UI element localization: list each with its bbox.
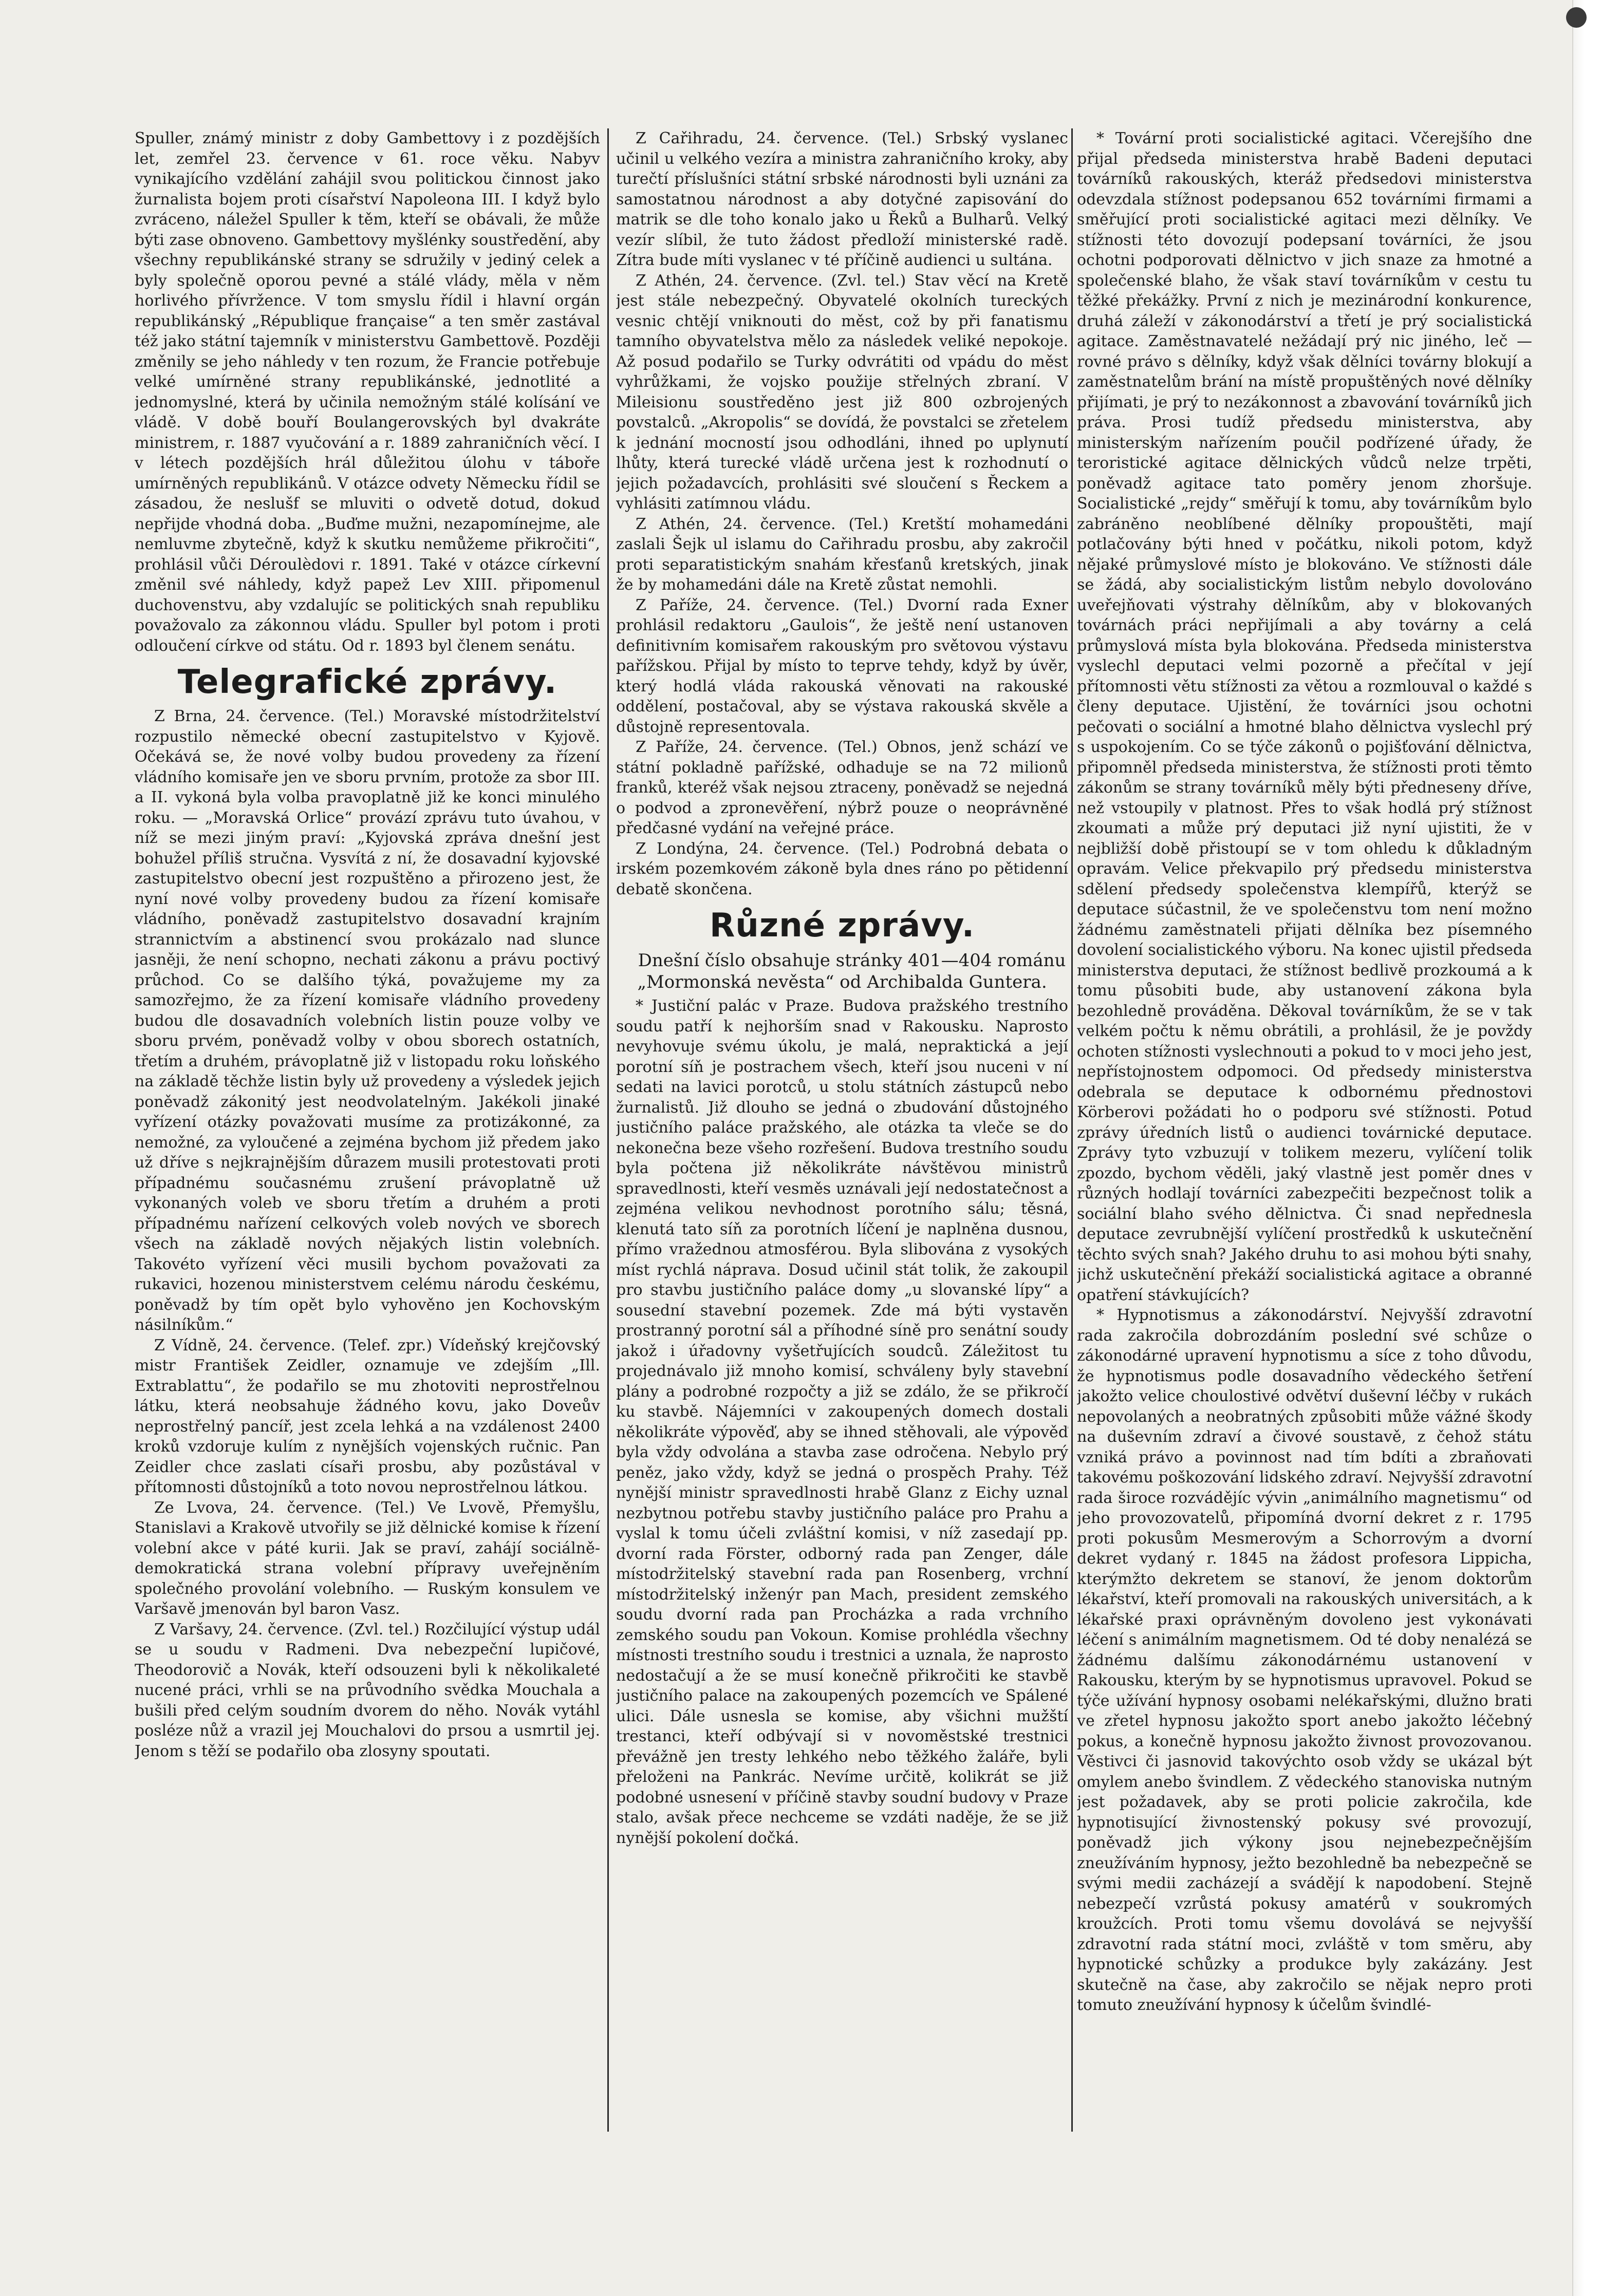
- article-warsaw: Z Varšavy, 24. července. (Zvl. tel.) Rozčilující výstup udál se u soudu v Radmeni. Dva nebezpeční lupičové, Theodorovič a Novák, kteří odsouzeni byli k několikaleté nucené práci, vrhli se na průvodního svědka Mouchala a bušili před celým soudním dvorem do něho. Novák vytáhl posléze nůž a vrazil jej Mouchalovi do prsou a usmrtil jej. Jenom s těží se podařilo oba zlosyny spoutati.: [135, 1620, 600, 1760]
- column-3: [1077, 128, 1532, 2132]
- article-spuller: Spuller, známý ministr z doby Gambettovy i z pozdějších let, zemřel 23. července v 61. roce věku. Nabyv vynikajícího vzdělání zahájil svou politickou činnost jako žurnalista bojem proti císařství Napoleona III. I když bylo zvráceno, náležel Spuller k těm, kteří se obávali, že může býti zase obnoveno. Gambettovy myšlénky soustředění, aby všechny republikánské strany se sdružily v jediný celek a byly společně oporou pevné a stálé vlády, měla v něm horlivého přívržence. V tom smyslu řídil i hlavní orgán republikánský „République française“ a ten směr zastával též jako státní tajemník v ministerstvu Gambettově. Později změnily se jeho náhledy v ten rozum, že Francie potřebuje velké umírněné strany republikánské, jednotlité a jednomyslné, která by učinila nemožným stálé kolísání ve vládě. V době bouří Boulangerovských byl dvakráte ministrem, r. 1887 vyučování a r. 1889 zahraničních věcí. I v létech pozdějších hrál důležitou úlohu v táboře umírněných republikánů. V otázce odvety Německu řídil se zásadou, že neslušf se mluviti o odvetě dotud, dokud nepřijde vhodná doba. „Buďme mužni, nezapomínejme, ale nemluvme zbytečně, když k skutku nemůžeme přikročiti“, prohlásil vůči Déroulèdovi r. 1891. Také v otázce církevní změnil své náhledy, když papež Lev XIII. připomenul duchovenstvu, aby vzdalujíc se politických snah republiku považovalo za zákonnou vládu. Spuller byl potom i proti odloučení církve od státu. Od r. 1893 byl členem senátu.: [135, 129, 600, 655]
- article-lvov: Ze Lvova, 24. července. (Tel.) Ve Lvově, Přemyšlu, Stanislavi a Krakově utvořily se již dělnické komise k řízení volební akce v páté kurii. Jak se praví, zahájí sociálně-demokratická strana volební přípravy uveřejněním společného provolání volebního. — Ruským konsulem ve Varšavě jmenován byl baron Vasz.: [135, 1498, 600, 1618]
- column-2: [616, 128, 1068, 2132]
- article-paris-2: Z Paříže, 24. července. (Tel.) Obnos, jenž schází ve státní pokladně pařížské, odhaduje se na 72 milionů franků, kteréž však nejsou ztraceny, poněvadž se nejedná o podvod a zpronevěření, nýbrž pouze o neoprávněné předčasné vydání na veřejné práce.: [616, 738, 1068, 837]
- article-justice-palace: * Justiční palác v Praze. Budova pražského trestního soudu patří k nejhorším snad v Rakousku. Naprosto nevyhovuje svému úkolu, je malá, nepraktická a její porotní síň je postrachem všech, kteří jsou nuceni v ní sedati na lavici porotců, u stolu státních zástupců nebo žurnalistů. Již dlouho se jedná o zbudování důstojného justičního paláce pražského, ale otázka ta vleče se do nekonečna beze všeho rozřešení. Budova trestního soudu byla počtena již několikráte návštěvou ministrů spravedlnosti, kteří vesměs uznávali její nedostatečnost a zejména velikou nevhodnost porotního sálu; těsná, klenutá tato síň za porotních líčení je naplněna dusnou, přímo vražednou atmosférou. Byla slibována z vysokých míst rychlá náprava. Dosud učinil stát tolik, že zakoupil pro stavbu justičního paláce domy „u slovanské lípy“ a sousední stavební pozemek. Zde má býti vystavěn prostranný porotní sál a příhodné síně pro senátní soudy jakož i úřadovny vyšetřujících soudců. Záležitost tu projednávalo již mnoho komisí, schváleny byly stavební plány a podrobné rozpočty a již se zdálo, že se přikročí ku stavbě. Nájemníci v zakoupených domech dostali několikráte výpověď, aby se ihned stěhovali, ale výpověď byla vždy odvolána a stavba zase odročena. Nebylo prý peněz, jako vždy, když se jedná o prospěch Prahy. Též nynější ministr spravedlnosti hrabě Glanz z Eichy uznal nezbytnou potřebu stavby justičního paláce pro Prahu a vyslal k tomu účeli zvláštní komisi, v níž zasedají pp. dvorní rada Förster, odborný rada pan Zenger, dále místodržitelský stavební rada pan Rosenberg, vrchní místodržitelský inženýr pan Mach, president zemského soudu dvorní rada pan Procházka a rada vrchního zemského soudu pan Vokoun. Komise prohlédla všechny místnosti trestního soudu i trestnici a uznala, že naprosto nedostačují a že se musí konečně přikročiti ke stavbě justičního palace na zakoupených pozemcích ve Spálené ulici. Dále usnesla se komise, aby všichni mužští trestanci, kteří odbývají si v novoměstské trestnici převážně jen tresty lehkého nebo těžkého žaláře, byli přeloženi na Pankrác. Nevíme určitě, kolikrát se již podobné usnesení v příčině stavby soudní budovy v Praze stalo, avšak přece nechceme se vzdáti naděje, že se již nynější pokolení dočká.: [616, 997, 1068, 1847]
- article-hypnotism: * Hypnotismus a zákonodárství. Nejvyšší zdravotní rada zakročila dobrozdáním poslední své schůze o zákonodárné upravení hypnotismu a síce z toho důvodu, že hypnotismus podle dosavadního vědeckého šetření jakožto velice choulostivé odvětví duševní léčby v rukách nepovolaných a neobratných způsobiti může vážné škody na duševním zdraví a čivové soustavě, z čehož státu vzniká právo a povinnost nad tím bdíti a zbraňovati takovému poškozování lidského zdraví. Nejvyšší zdravotní rada široce rozvádějíc vývin „animálního magnetismu“ od jeho provozovatelů, připomíná dvorní dekret z r. 1795 proti pokusům Mesmerovým a Schorrovým a dvorní dekret vydaný r. 1845 na žádost profesora Lippicha, kterýmžto dekretem se stanoví, že jenom doktorům lékařství, kteří promovali na rakouských universitách, a k lékařské praxi oprávněným dovoleno jest vykonávati léčení s animálním magnetismem. Od té doby nenalézá se žádnému dalšímu zákonodárnému ustanovení v Rakousku, kterým by se hypnotismus upravovel. Pokud se týče užívání hypnosy osobami nelékařskými, dlužno brati ve zřetel hypnosu jakožto sport anebo jakožto léčebný pokus, a konečně hypnosu jakožto živnost provozovanou. Věstivci či jasnovid takovýchto osob vždy se ukázal být omylem anebo švindlem. Z vědeckého stanoviska nutným jest požadavek, aby se proti policie zakročila, kde hypnotisující živnostenský pokusy své provozují, poněvadž jich výkony jsou nejnebezpečnějším zneužíváním hypnosy, ježto bezohledně ba nebezpečně se svými medii zacházejí a svádějí k napodobení. Stejně nebezpečí vzrůstá pokusy amatérů v soukromých kroužcích. Proti tomu všemu dovolává se nejvyšší zdravotní rada státní moci, zvláště v tom směru, aby hypnotické schůzky a produkce byly zakázány. Jest skutečně na čase, aby zakročilo se nějak nepro proti tomuto zneužívání hypnosy k účelům švindlé-: [1077, 1306, 1532, 2014]
- column-divider: [1071, 128, 1073, 2132]
- scan-margin: [1572, 0, 1601, 2296]
- article-constantinople: Z Cařihradu, 24. července. (Tel.) Srbský vyslanec učinil u velkého vezíra a ministra zahraničního kroky, aby turečtí příslušníci státní srbské národnosti byli uznáni za samostatnou národnost a aby dotyčné zapisování do matrik se dle toho konalo jako u Řeků a Bulharů. Velký vezír slíbil, že tuto žádost předloží ministerské radě. Zítra bude míti vyslanec v té příčině audienci u sultána.: [616, 129, 1068, 269]
- article-london: Z Londýna, 24. července. (Tel.) Podrobná debata o irském pozemkovém zákoně byla dnes ráno po pětidenní debatě skončena.: [616, 839, 1068, 898]
- article-brno: Z Brna, 24. července. (Tel.) Moravské místodržitelství rozpustilo německé obecní zastupitelstvo v Kyjově. Očekává se, že nové volby budou provedeny za řízení vládního komisaře jen ve sboru prvním, protože za sbor III. a II. vykoná byla volba pravoplatně již ke konci minulého roku. — „Moravská Orlice“ provází zprávu tuto úvahou, v níž se mezi jiným praví: „Kyjovská zpráva dnešní jest bohužel příliš stručna. Vysvítá z ní, že dosavadní kyjovské zastupitelstvo obecní jest rozpuštěno a přirozeno jest, že nyní nové volby provedeny budou za řízení komisaře vládního, poněvadž zastupitelstvo dosavadní krajním strannictvím a abstinencí svou prokázalo nad slunce jasněji, že není schopno, nechati zákonu a právu poctivý průchod. Co se dalšího týká, považujeme my za samozřejmo, že za řízení komisaře vládního provedeny budou dle dosavadních volebních listin pouze volby ve sboru prvém, poněvadž volby v obou sborech ostatních, třetím a druhém, právoplatně již v listopadu roku loňského na základě těchže listin byly už provedeny a výsledek jejich poněvadž zákonitý jest neodvolatelným. Jakékoli jinaké vyřízení otázky považovati musíme za protizákonné, za nemožné, za vyloučené a zejména bychom již předem jako už dříve s nejkrajnějším důrazem musili protestovati proti případnému současnému zrušení právoplatně už vykonaných voleb ve sboru třetím a druhém a proti případnému nařízení celkových voleb nových ve sborech všech na základě nových nějakých listin volebních. Takovéto vyřízení věci musili bychom považovati za rukavici, hozenou ministerstvem celému národu českému, poněvadž by tím opět bylo vyhověno jen Kochovským násilníkům.“: [135, 707, 600, 1334]
- section-title-telegraph: Telegrafické zprávy.: [177, 663, 557, 701]
- article-vienna: Z Vídně, 24. července. (Telef. zpr.) Vídeňský krejčovský mistr František Zeidler, oznamuje ve zdejším „Ill. Extrablattu“, že podařilo se mu zhotoviti neprostřelnou látku, která neobsahuje žádného kovu, jako Doveův neprostřelný pancíř, jest zcela lehká a na vzdálenost 2400 kroků vzdoruje kulím z nynějších vojenských ručnic. Pan Zeidler chce zaslati císaři prosbu, aby pozůstával v přítomnosti důstojníků a toto novou neprostřelnou látkou.: [135, 1336, 600, 1496]
- column-divider: [607, 128, 609, 2132]
- article-athens-1: Z Athén, 24. července. (Zvl. tel.) Stav věcí na Kretě jest stále nebezpečný. Obyvatelé okolních tureckých vesnic chtějí vniknouti do měst, což by při fanatismu tamního obyvatelstva mělo za následek veliké nepokoje. Až posud podařilo se Turky odvrátiti od vpádu do měst vyhrůžkami, že vojsko použije střelných zbraní. V Mileisionu soustředěno jest již 800 ozbrojených povstalců. „Akropolis“ se dovídá, že povstalci se zřetelem k jednání mocností jsou odhodláni, ihned po uplynutí lhůty, která turecké vládě určena jest k rozhodnutí o jejich požadavcích, prohlásiti své sloučení s Řeckem a vyhlásiti zatímnou vládu.: [616, 271, 1068, 513]
- article-paris-1: Z Paříže, 24. července. (Tel.) Dvorní rada Exner prohlásil redaktoru „Gaulois“, že ještě není ustanoven definitivním komisařem rakouským pro světovou výstavu pařížskou. Přijal by místo to teprve tehdy, když by úvěr, který hodlá vláda rakouská věnovati na rakouské oddělení, postačoval, aby se výstava rakouská skvěle a důstojně representovala.: [616, 596, 1068, 736]
- article-athens-2: Z Athén, 24. července. (Tel.) Kretští mohamedáni zaslali Šejk ul islamu do Cařihradu prosbu, aby zakročil proti separatistickým snahám křesťanů kretských, jinak že by mohamedáni dále na Kretě zůstat nemohli.: [616, 515, 1068, 594]
- column-1: [135, 128, 600, 2132]
- article-factory-owners: * Tovární proti socialistické agitaci. Včerejšího dne přijal předseda ministerstva hrabě Badeni deputaci továrníků rakouských, kteráž předsedovi ministerstva odevzdala stížnost podepsanou 652 továrními firmami a směřující proti socialistické agitaci mezi dělníky. Ve stížnosti této dovozují podepsaní továrníci, že jsou ochotni podporovati dělnictvo v jich snaze za hmotné a společenské blaho, že však staví továrníkům v cestu tu těžké překážky. První z nich je mezinárodní konkurence, druhá záleží v zákonodárství a třetí je prý socialistická agitace. Zaměstnavatelé nežádají prý nic jiného, leč — rovné právo s dělníky, když však dělníci továrny blokují a zaměstnatelům brání na místě propuštěných nové dělníky přijímati, je prý to nezákonnost a zbavování továrníků jich práva. Prosi tudíž předsedu ministerstva, aby ministerským nařízením poučil podřízené úřady, že teroristické agitace dělnických vůdců nelze trpěti, poněvadž agitace tato poměry jenom zhoršuje. Socialistické „rejdy“ směřují k tomu, aby továrníkům bylo zabráněno neoblíbené dělníky propouštěti, mají potlačovány býti hned v počátku, nikoli potom, když nějaké průmyslové místo je blokováno. Ve stížnosti dále se žádá, aby socialistickým listům nebylo dovolováno uveřejňovati výstrahy dělníkům, aby v blokovaných továrnách práci nepřijímali a aby továrny a celá průmyslová místa byla blokována. Předseda ministerstva vyslechl deputaci velmi pozorně a přečítal v její přítomnosti větu stížnosti za větou a rozmlouval o každé s členy deputace. Ujistění, že továrníci jsou ochotni pečovati o sociální a hmotné blaho dělnictva vyslechl prý s uspokojením. Co se týče zákonů o pojišťování dělnictva, připomněl předseda ministerstva, že stížnosti proti těmto zákonům se strany továrníků měly býti předneseny dříve, než vstoupily v platnost. Přes to však hodlá prý stížnost zkoumati a může prý deputaci již nyní ujistiti, že v nejbližší době přistoupí se v tom ohledu k důkladným opravám. Velice překvapilo prý předsedu ministerstva sdělení předsedy společenstva klempířů, kterýž se deputace súčastnil, že ve společenstvu tom není možno žádnému zaměstnateli přijati dělníka bez písemného dovolení socialistického výboru. Na konec ujistil předseda ministerstva deputaci, že stížnost bedlivě prozkoumá a k tomu působiti bude, aby ustanovení zákona byla bezohledně prováděna. Děkoval továrníkům, že se v tak velkém počtu k němu obrátili, a prohlásil, že je povždy ochoten stížnosti vyslechnouti a pokud to v moci jeho jest, nepřístojnostem odpomoci. Od předsedy ministerstva odebrala se deputace k odbornému přednostovi Körberovi požádati ho o podporu své stížnosti. Potud zprávy úředních listů o audienci továrnické deputace. Zprávy tyto vzbuzují v tolikem mezeru, vylíčení tolik zpozdo, bychom věděli, jaký vlastně jest poměr dnes v různých hodlají továrníci zabezpečiti bezpečnost tolik a sociální blaho svého dělnictva. Či snad nepředneslа deputace zevrubnější vylíčení prostředků k uskutečnění těchto svých snah? Jakého druhu to asi mohou býti snahy, jichž uskutečnění překáží socialistická agitace a obranné opatření stávkujících?: [1077, 129, 1532, 1304]
- notice-supplement: Dnešní číslo obsahuje stránky 401—404 románu „Mormonská nevěsta“ od Archibalda Guntera.: [637, 950, 1066, 992]
- corner-mark: [1566, 7, 1587, 28]
- section-title-misc: Různé zprávy.: [709, 907, 975, 945]
